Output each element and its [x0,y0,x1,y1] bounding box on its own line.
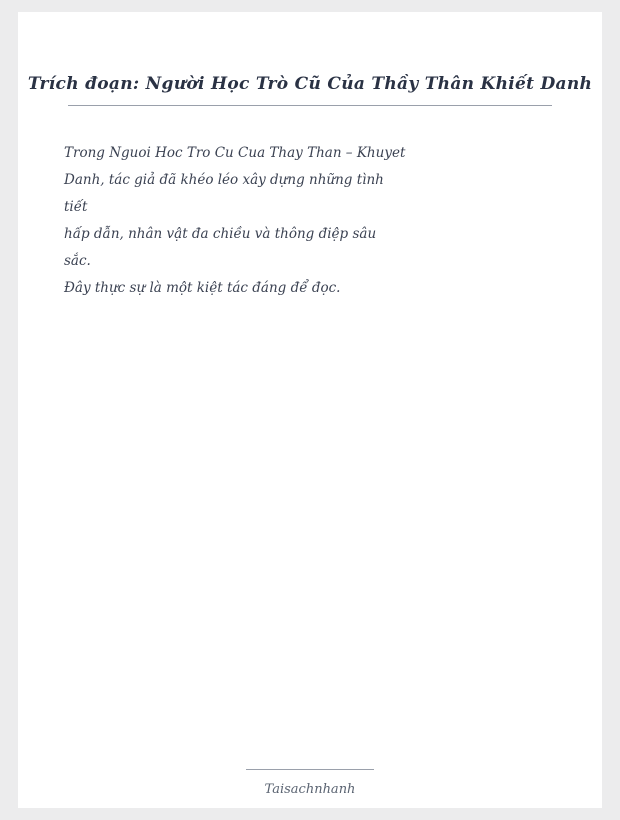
body-line: Đây thực sự là một kiệt tác đáng để đọc. [64,280,341,296]
body-line: tiết [64,199,88,215]
body-line: Trong Nguoi Hoc Tro Cu Cua Thay Than – Khuyet [64,145,406,161]
body-line: sắc. [64,253,91,269]
page-title: Trích đoạn: Người Học Trò Cũ Của Thầy Thân Khiết Danh [27,74,593,94]
title-divider [68,105,552,106]
body-line: Danh, tác giả đã khéo léo xây dựng những tình [64,172,384,188]
document-page [18,12,602,808]
body-line: hấp dẫn, nhân vật đa chiều và thông điệp sâu [64,226,377,242]
document-body [64,140,544,302]
footer-attribution: Taisachnhanh [264,782,356,797]
footer-divider [246,769,374,770]
